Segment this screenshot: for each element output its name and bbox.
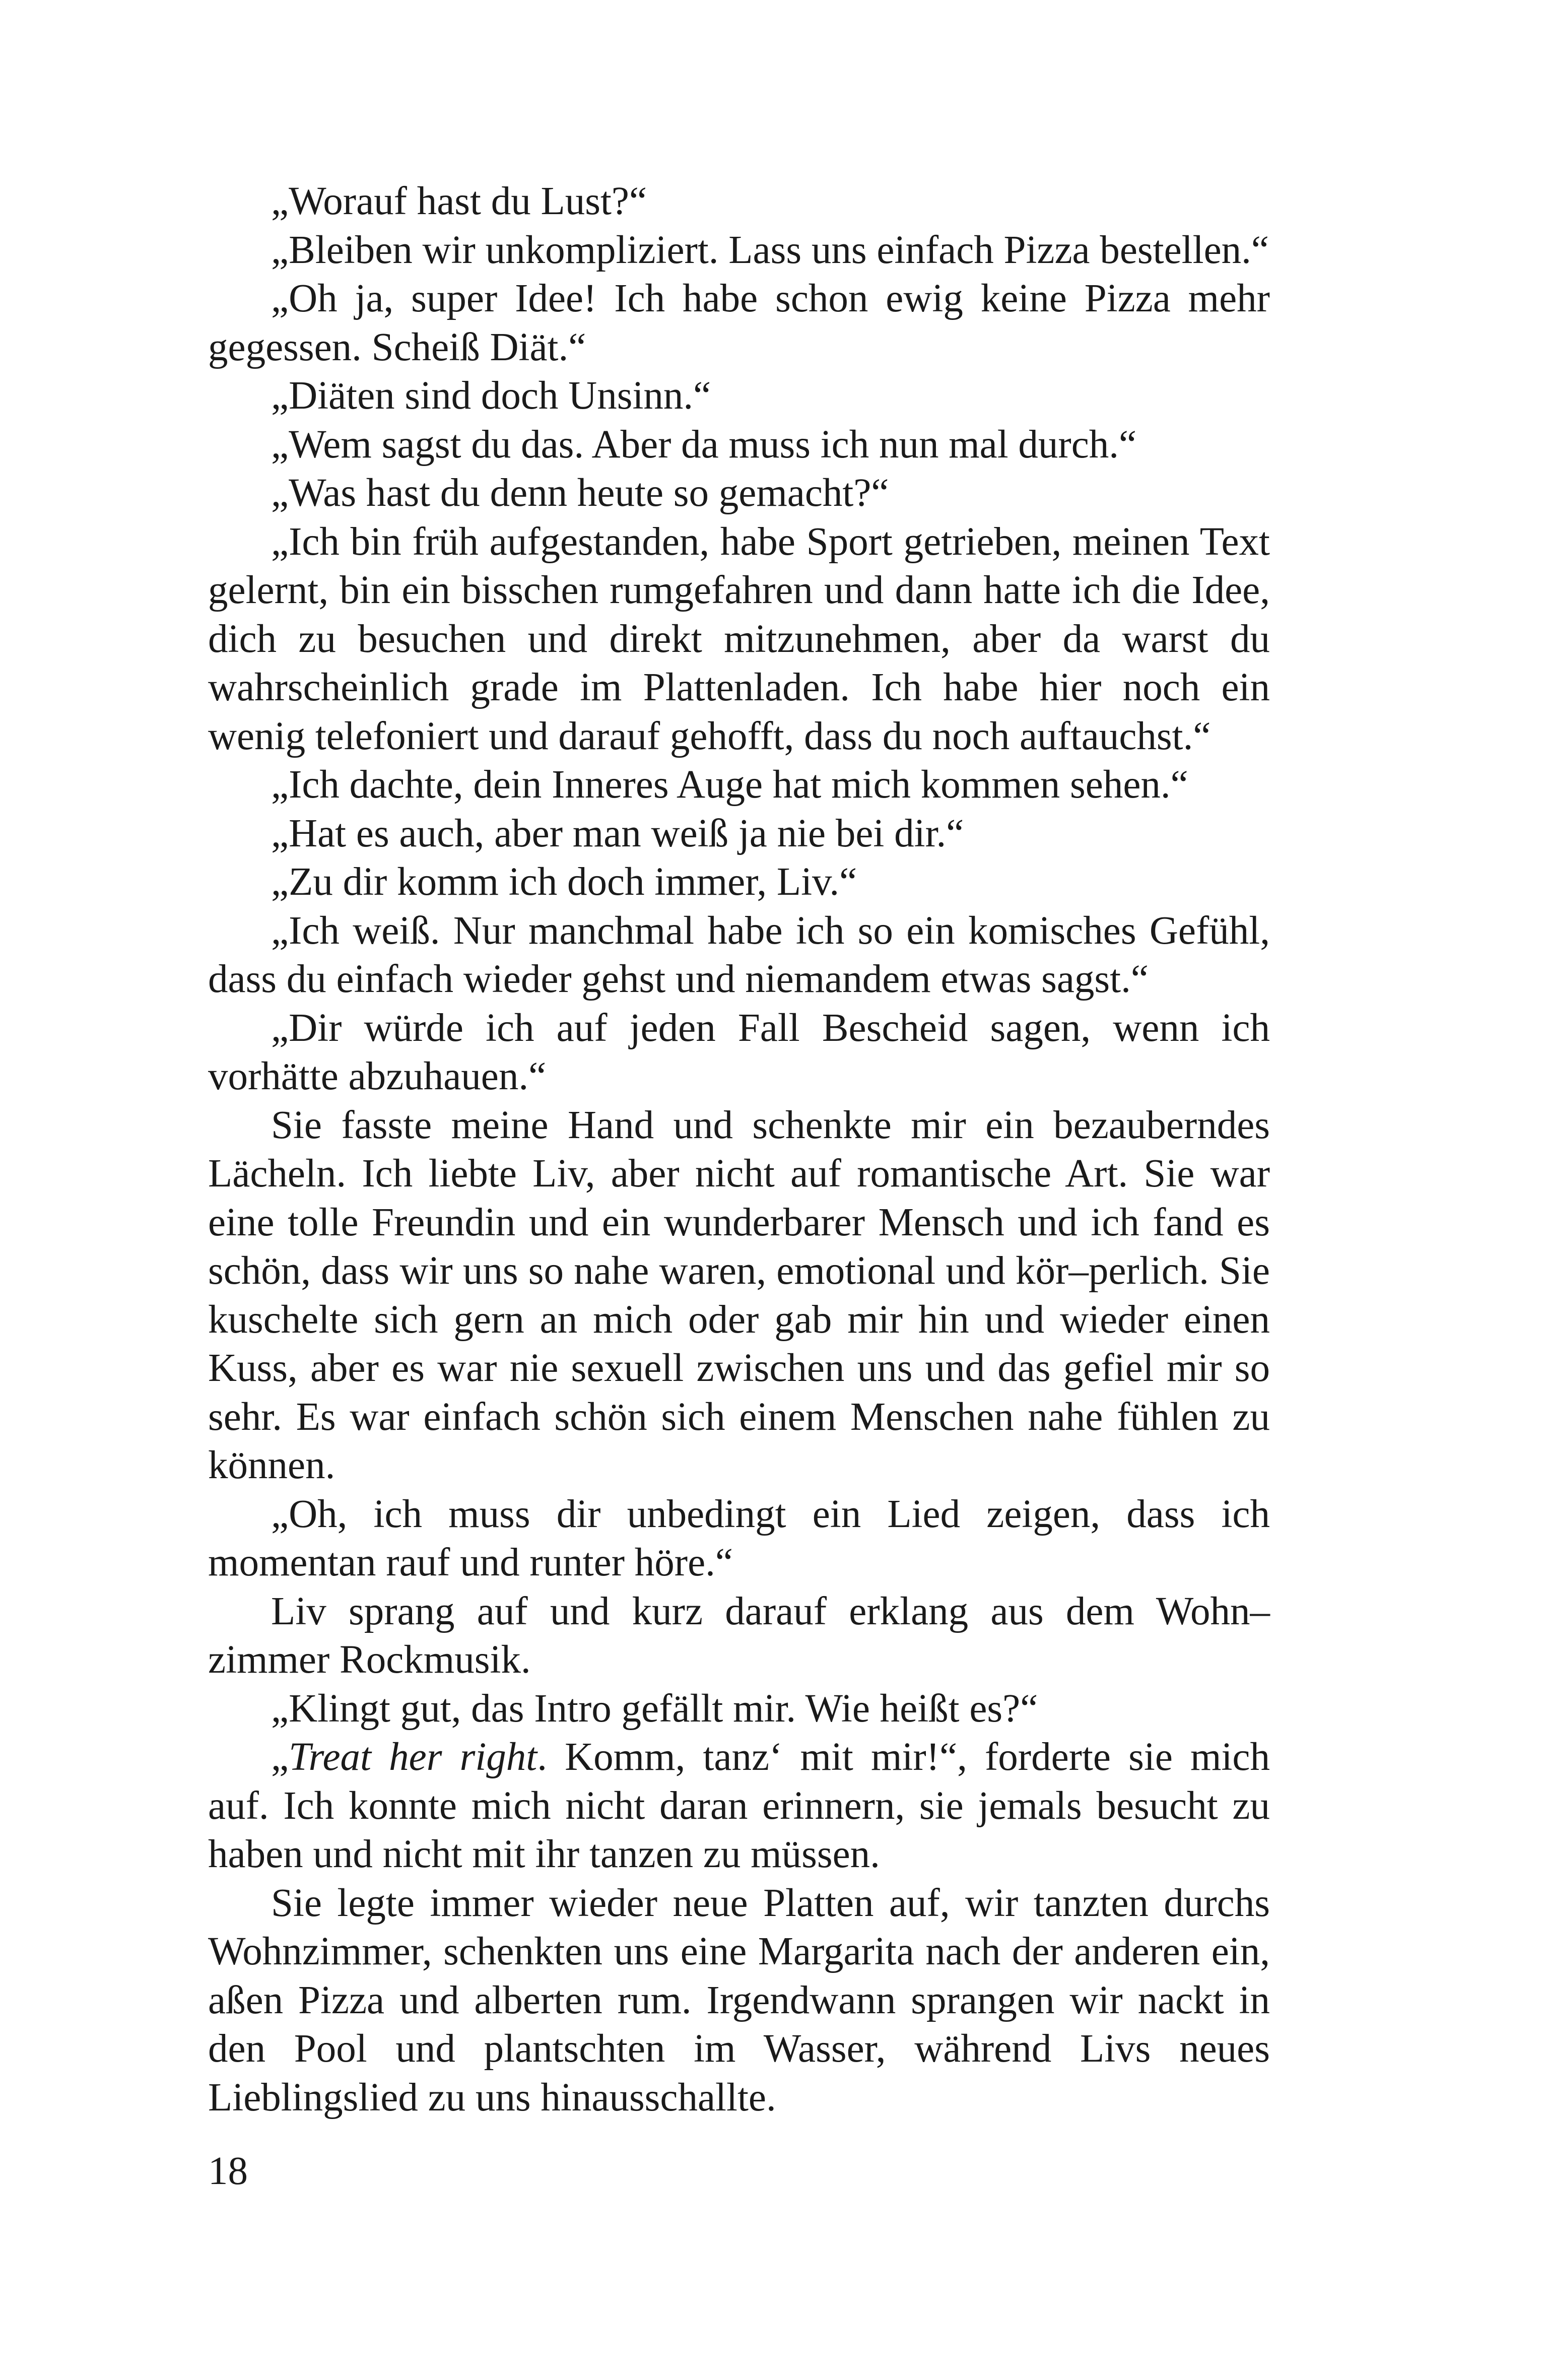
paragraph-11: „Ich weiß. Nur manchmal habe ich so ein komisches Gefühl, dass du einfach wieder gehst und niemandem etwas sagst.“ [208,908,1270,1001]
paragraph-17 [208,1733,1270,1879]
page-number: 18 [208,2149,248,2193]
paragraph-8: „Ich dachte, dein Inneres Auge hat mich kommen sehen.“ [271,763,1188,807]
paragraph-6: „Was hast du denn heute so gemacht?“ [271,471,889,515]
paragraph-7: „Ich bin früh aufgestanden, habe Sport getrieben, meinen Text gelernt, bin ein bisschen rumgefahren und dann hatte ich die Idee, dich zu besuchen und direkt mitzunehmen, aber da warst du wahrscheinlich grade im Plattenladen. Ich habe hier noch ein wenig telefoniert und darauf gehofft, dass du noch auftauchst.“ [208,519,1270,758]
paragraph-1: „Worauf hast du Lust?“ [271,179,647,223]
paragraph-9: „Hat es auch, aber man weiß ja nie bei dir.“ [271,811,964,855]
paragraph-14: „Oh, ich muss dir unbedingt ein Lied zeigen, dass ich momentan rauf und runter höre.“ [208,1492,1270,1584]
paragraph-3: „Oh ja, super Idee! Ich habe schon ewig keine Pizza mehr gegessen. Scheiß Diät.“ [208,277,1270,369]
paragraph-2: „Bleiben wir unkompliziert. Lass uns einfach Pizza bestellen.“ [271,228,1269,272]
paragraph-4: „Diäten sind doch Unsinn.“ [271,374,711,418]
song-title: Treat her right [289,1735,537,1779]
paragraph-18: Sie legte immer wieder neue Platten auf, wir tanzten durchs Wohnzimmer, schenkten uns eine Margarita nach der anderen ein, aßen Pizza und alberten rum. Irgendwann sprangen wir nackt in den Pool und plantschten im Wasser, während Livs neues Lieblingslied zu uns hinausschallte. [208,1881,1270,2120]
open-quote: „ [271,1735,289,1779]
paragraph-10: „Zu dir komm ich doch immer, Liv.“ [271,860,857,904]
body-text [208,177,1270,2122]
paragraph-17-rest: . Komm, tanz‘ mit mir!“, forderte sie mich auf. Ich konnte mich nicht daran erinnern, sie jemals besucht zu haben und nicht mit ihr tanzen zu müssen. [208,1735,1270,1876]
paragraph-5: „Wem sagst du das. Aber da muss ich nun mal durch.“ [271,422,1137,467]
paragraph-15: Liv sprang auf und kurz darauf erklang aus dem Wohn–zimmer Rockmusik. [208,1589,1270,1682]
paragraph-12: „Dir würde ich auf jeden Fall Bescheid sagen, wenn ich vorhätte abzuhauen.“ [208,1006,1270,1098]
paragraph-13: Sie fasste meine Hand und schenkte mir ein bezauberndes Lächeln. Ich liebte Liv, aber nicht auf romantische Art. Sie war eine tolle Freundin und ein wunderbarer Mensch und ich fand es schön, dass wir uns so nahe waren, emotional und kör–perlich. Sie kuschelte sich gern an mich oder gab mir hin und wieder einen Kuss, aber es war nie sexuell zwischen uns und das gefiel mir so sehr. Es war einfach schön sich einem Menschen nahe fühlen zu können. [208,1103,1270,1487]
paragraph-16: „Klingt gut, das Intro gefällt mir. Wie heißt es?“ [271,1686,1038,1731]
